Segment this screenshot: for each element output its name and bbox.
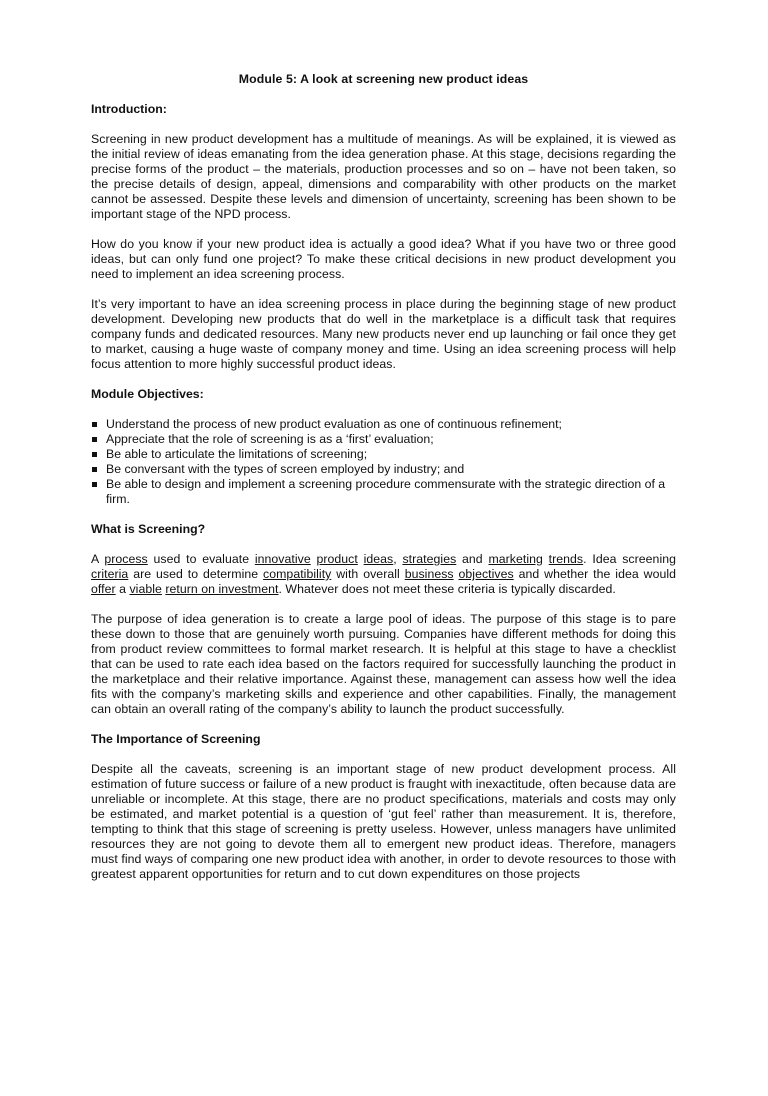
link-product[interactable]: product — [316, 552, 358, 566]
intro-paragraph-3: It’s very important to have an idea screening process in place during the beginning stage of new product development. Developing new products that do well in the marketplace is a difficult task that requires company funds and dedicated resources. Many new products never end up launching or fail once they get to market, causing a huge waste of company money and time. Using an idea screening process will help focus attention to more highly successful product ideas. — [91, 297, 676, 371]
square-bullet-icon — [92, 467, 97, 472]
intro-paragraph-2: How do you know if your new product idea is actually a good idea? What if you have two or three good ideas, but can only fund one project? To make these critical decisions in new product development you need to implement an idea screening process. — [91, 237, 676, 281]
link-business[interactable]: business — [404, 567, 454, 581]
link-viable[interactable]: viable — [129, 582, 162, 596]
link-strategies[interactable]: strategies — [402, 552, 457, 566]
objective-item — [91, 477, 676, 507]
importance-paragraph-1: Despite all the caveats, screening is an important stage of new product development process. All estimation of future success or failure of a new product is fraught with inexactitude, often because data are unreliable or incomplete. At this stage, there are no product specifications, materials and costs may only be estimated, and market potential is a question of ‘gut feel’ rather than measurement. It is, therefore, tempting to think that this stage of screening is pretty useless. However, unless managers have unlimited resources they are not going to devote them all to emergent new product ideas. Therefore, managers must find ways of comparing one new product idea with another, in order to devote resources to those with greatest apparent opportunities for return and to cut down expenditures on those projects — [91, 762, 676, 881]
objective-text: Be conversant with the types of screen employed by industry; and — [106, 462, 465, 476]
square-bullet-icon — [92, 422, 97, 427]
what-is-paragraph-1: A process used to evaluate innovative product ideas, strategies and marketing trends. Idea screening criteria are used to determine compatibility with overall business objectives and whether the idea would offer a viable return on investment. Whatever does not meet these criteria is typically discarded. — [91, 552, 677, 596]
square-bullet-icon — [92, 437, 97, 442]
importance-heading: The Importance of Screening — [91, 732, 261, 746]
objective-item — [91, 447, 676, 462]
objective-text: Understand the process of new product evaluation as one of continuous refinement; — [106, 417, 562, 431]
objective-item — [91, 432, 676, 447]
link-offer[interactable]: offer — [91, 582, 116, 596]
introduction-heading: Introduction: — [91, 102, 167, 116]
link-return-on-investment[interactable]: return on investment — [165, 582, 279, 596]
objective-text: Be able to articulate the limitations of screening; — [106, 447, 368, 461]
objective-text: Appreciate that the role of screening is as a ‘first’ evaluation; — [106, 432, 434, 446]
square-bullet-icon — [92, 452, 97, 457]
link-innovative[interactable]: innovative — [254, 552, 311, 566]
link-compatibility[interactable]: compatibility — [263, 567, 332, 581]
link-objectives[interactable]: objectives — [458, 567, 514, 581]
objective-text: Be able to design and implement a screening procedure commensurate with the strategic direction of a firm. — [106, 477, 666, 506]
objective-item — [91, 417, 676, 432]
what-is-paragraph-2: The purpose of idea generation is to create a large pool of ideas. The purpose of this stage is to pare these down to those that are genuinely worth pursuing. Companies have different methods for doing this from product review committees to formal market research. It is helpful at this stage to have a checklist that can be used to rate each idea based on the factors required for successfully launching the product in the marketplace and their relative importance. Against these, management can assess how well the idea fits with the company’s marketing skills and experience and other capabilities. Finally, the management can obtain an overall rating of the company’s ability to launch the product successfully. — [91, 612, 676, 716]
square-bullet-icon — [92, 482, 97, 487]
document-page — [0, 72, 768, 1096]
link-ideas[interactable]: ideas — [363, 552, 394, 566]
link-marketing[interactable]: marketing — [488, 552, 543, 566]
link-criteria[interactable]: criteria — [91, 567, 129, 581]
intro-paragraph-1: Screening in new product development has a multitude of meanings. As will be explained, it is viewed as the initial review of ideas emanating from the idea generation phase. At this stage, decisions regarding the precise forms of the product – the materials, production processes and so on – have not been taken, so the precise details of design, appeal, dimensions and comparability with other products on the market cannot be assessed. Despite these levels and dimension of uncertainty, screening has been shown to be important stage of the NPD process. — [91, 132, 676, 221]
what-is-screening-heading: What is Screening? — [91, 522, 206, 536]
link-process[interactable]: process — [104, 552, 148, 566]
objectives-heading: Module Objectives: — [91, 387, 204, 401]
objective-item — [91, 462, 676, 477]
link-trends[interactable]: trends — [548, 552, 584, 566]
document-title: Module 5: A look at screening new product ideas — [238, 72, 529, 86]
objectives-list — [91, 417, 676, 507]
